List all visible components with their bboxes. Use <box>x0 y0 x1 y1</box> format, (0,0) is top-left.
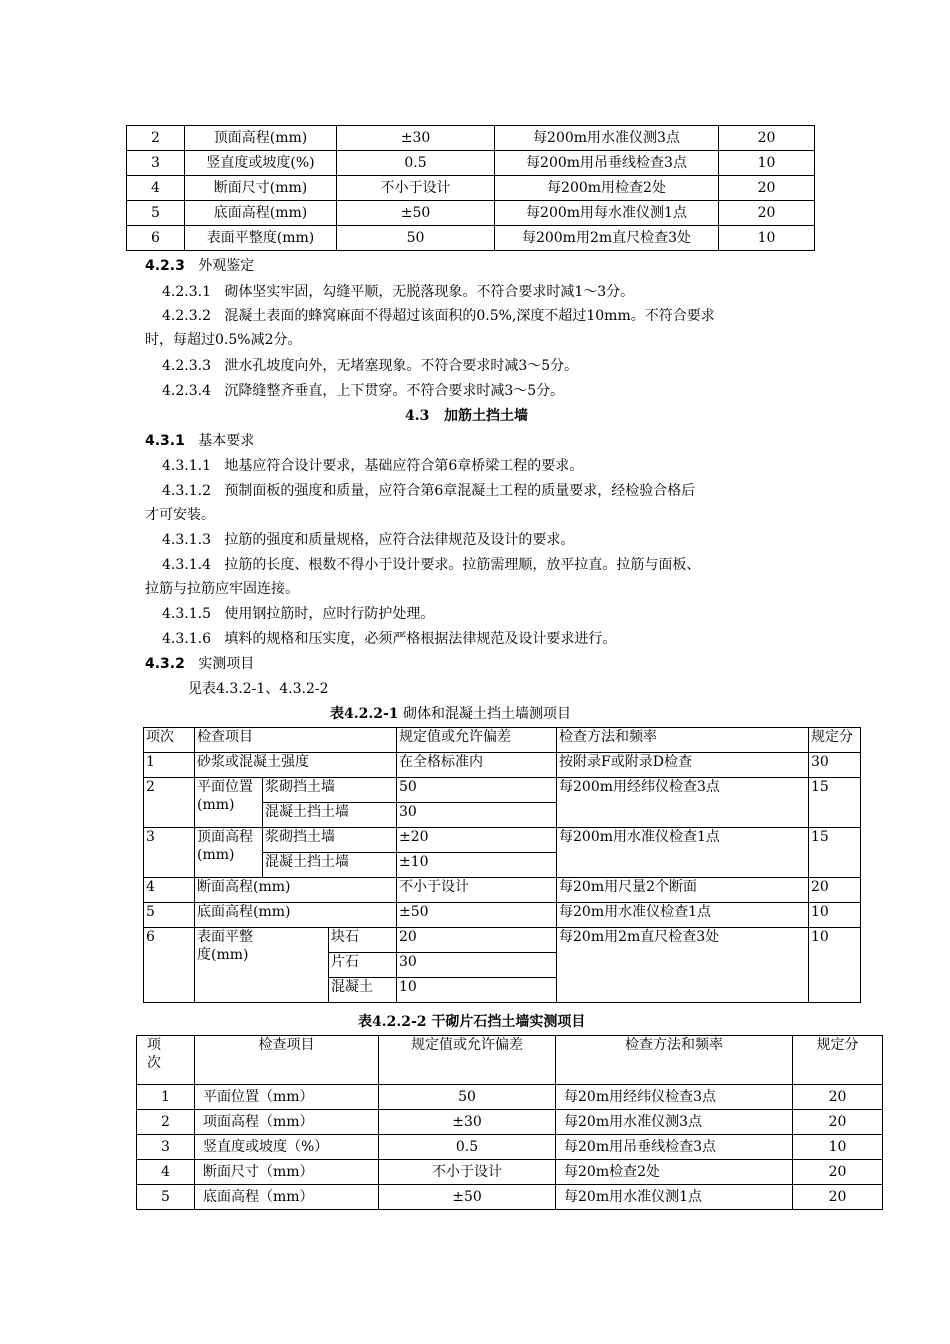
cell: 每200m用每水准仪测1点 <box>495 201 719 226</box>
paragraph <box>162 530 574 550</box>
table-row <box>137 1110 883 1135</box>
cell: 5 <box>144 903 195 928</box>
paragraph <box>162 629 616 649</box>
section-title: 外观鉴定 <box>198 258 255 274</box>
cell: 5 <box>137 1185 195 1210</box>
clause-text: 混凝土表面的蜂窝麻面不得超过该面积的0.5%,深度不超过10mm。不符合要求 <box>224 308 715 324</box>
header-cell: 检查方法和频率 <box>556 1036 793 1085</box>
paragraph <box>162 381 564 401</box>
chapter-heading <box>405 406 528 426</box>
table-row <box>137 1160 883 1185</box>
cell: 断面高程(mm) <box>195 878 397 903</box>
cell: 2 <box>127 126 185 151</box>
table-row <box>127 201 815 226</box>
cell: 3 <box>144 828 195 878</box>
clause-text: 拉筋的强度和质量规格，应符合法律规范及设计的要求。 <box>224 532 575 548</box>
cell: 每200m用水准仪检查1点 <box>557 828 809 878</box>
table-caption <box>330 704 571 724</box>
cell: 平面位置（mm） <box>195 1085 379 1110</box>
cell: 断面尺寸(mm) <box>185 176 337 201</box>
cell: 每200m用2m直尺检查3处 <box>495 226 719 251</box>
cell: 20 <box>719 126 815 151</box>
clause-number: 4.3.1.2 <box>162 483 211 499</box>
clause-number: 4.2.3.4 <box>162 383 211 399</box>
clause-text: 使用钢拉筋时，应时行防护处理。 <box>224 606 435 622</box>
cell: 每20m用2m直尺检查3处 <box>557 928 809 1003</box>
paragraph <box>162 604 434 624</box>
cell-text: 表面平整 <box>197 929 253 945</box>
section-number: 4.3.1 <box>145 433 185 449</box>
cell: 4 <box>144 878 195 903</box>
header-text: 次 <box>147 1055 161 1071</box>
cell: 20 <box>719 201 815 226</box>
cell-text: 顶面高程 <box>197 829 253 845</box>
cell: 每200m用检查2处 <box>495 176 719 201</box>
cell: 每200m用吊垂线检查3点 <box>495 151 719 176</box>
cell: 20 <box>809 878 861 903</box>
measurement-table-2 <box>136 1035 883 1210</box>
cell: 每20m用水准仪测3点 <box>556 1110 793 1135</box>
cell: ±20 <box>397 828 557 853</box>
cell: 30 <box>397 953 557 978</box>
cell: 底面高程（mm） <box>195 1185 379 1210</box>
cell: 50 <box>379 1085 556 1110</box>
cell: 2 <box>144 778 195 828</box>
cell: ±50 <box>379 1185 556 1210</box>
section-heading <box>145 654 254 674</box>
cell: ±30 <box>379 1110 556 1135</box>
header-cell: 检查项目 <box>195 1036 379 1085</box>
section-heading <box>145 431 254 451</box>
table-row <box>137 1135 883 1160</box>
cell: 10 <box>793 1135 883 1160</box>
cell: 每20m用吊垂线检查3点 <box>556 1135 793 1160</box>
paragraph <box>162 356 578 376</box>
cell: 底面高程(mm) <box>185 201 337 226</box>
paragraph-continuation: 时，每超过0.5%减2分。 <box>145 332 302 348</box>
cell: 20 <box>719 176 815 201</box>
cell: 每200m用水准仪测3点 <box>495 126 719 151</box>
cell: 浆砌挡土墙 <box>263 778 397 803</box>
clause-number: 4.3.1.6 <box>162 631 211 647</box>
cell: 0.5 <box>337 151 495 176</box>
cell: 50 <box>397 778 557 803</box>
cell: 6 <box>144 928 195 1003</box>
header-cell: 规定分 <box>793 1036 883 1085</box>
cell: 竖直度或坡度(%) <box>185 151 337 176</box>
chapter-title: 加筋土挡土墙 <box>443 408 528 424</box>
cell: ±10 <box>397 853 557 878</box>
cell: 按附录F或附录D检查 <box>557 753 809 778</box>
clause-number: 4.2.3.3 <box>162 358 211 374</box>
clause-number: 4.2.3.2 <box>162 308 211 324</box>
paragraph <box>162 456 583 476</box>
table-row <box>127 151 815 176</box>
paragraph <box>162 481 695 501</box>
cell: 顶面高程(mm) <box>185 126 337 151</box>
cell: 6 <box>127 226 185 251</box>
clause-text: 预制面板的强度和质量，应符合第6章混凝土工程的质量要求，经检验合格后 <box>224 483 696 499</box>
cell: 在全格标准内 <box>397 753 557 778</box>
cell: 4 <box>127 176 185 201</box>
cell: 每20m用水准仪测1点 <box>556 1185 793 1210</box>
header-cell: 规定分 <box>809 728 861 753</box>
section-number: 4.3.2 <box>145 656 185 672</box>
header-cell <box>137 1036 195 1085</box>
cell: 混凝土挡土墙 <box>263 853 397 878</box>
paragraph <box>162 306 715 326</box>
measurement-table-1 <box>143 727 861 1003</box>
header-cell: 检查方法和频率 <box>557 728 809 753</box>
caption-number: 表4.2.2-1 <box>330 706 399 722</box>
section-title: 基本要求 <box>198 433 255 449</box>
cell: 3 <box>127 151 185 176</box>
table-caption: 表4.2.2-2 干砌片石挡土墙实测项目 <box>358 1014 586 1030</box>
header-cell: 规定值或允许偏差 <box>379 1036 556 1085</box>
cell: 4 <box>137 1160 195 1185</box>
table-row <box>144 878 861 903</box>
cell: 30 <box>397 803 557 828</box>
cell: 20 <box>793 1185 883 1210</box>
paragraph: 见表4.3.2-1、4.3.2-2 <box>188 681 329 697</box>
cell: 浆砌挡土墙 <box>263 828 397 853</box>
paragraph <box>162 555 700 575</box>
cell: 竖直度或坡度（%） <box>195 1135 379 1160</box>
clause-number: 4.2.3.1 <box>162 284 211 300</box>
cell: 项面高程（mm） <box>195 1110 379 1135</box>
cell: 混凝土挡土墙 <box>263 803 397 828</box>
cell: 1 <box>137 1085 195 1110</box>
table-row <box>137 1085 883 1110</box>
cell-text: 平面位置 <box>197 779 253 795</box>
table-row <box>144 778 861 803</box>
cell: 3 <box>137 1135 195 1160</box>
header-cell: 检查项目 <box>195 728 397 753</box>
cell: 每20m用水准仪检查1点 <box>557 903 809 928</box>
section-title: 实测项目 <box>198 656 255 672</box>
cell: 5 <box>127 201 185 226</box>
cell-text: (mm) <box>197 847 235 863</box>
top-table <box>126 125 815 251</box>
table-header-row <box>144 728 861 753</box>
section-heading <box>145 256 254 276</box>
table-row <box>137 1185 883 1210</box>
cell: 20 <box>793 1085 883 1110</box>
cell: 表面平整度(mm) <box>185 226 337 251</box>
paragraph <box>162 282 634 302</box>
cell <box>195 928 329 1003</box>
header-cell: 规定值或允许偏差 <box>397 728 557 753</box>
header-cell: 项次 <box>144 728 195 753</box>
table-header-row <box>137 1036 883 1085</box>
cell: ±50 <box>397 903 557 928</box>
cell: 10 <box>719 151 815 176</box>
cell: 10 <box>397 978 557 1003</box>
table-row <box>127 176 815 201</box>
cell: 10 <box>809 903 861 928</box>
cell: 10 <box>719 226 815 251</box>
cell: 不小于设计 <box>379 1160 556 1185</box>
clause-text: 地基应符合设计要求，基础应符合第6章桥梁工程的要求。 <box>224 458 584 474</box>
cell: 10 <box>809 928 861 1003</box>
table-row <box>127 226 815 251</box>
paragraph-continuation: 拉筋与拉筋应牢固连接。 <box>145 581 299 597</box>
cell: 每20m检查2处 <box>556 1160 793 1185</box>
cell: 每20m用经纬仪检查3点 <box>556 1085 793 1110</box>
cell: 块石 <box>329 928 397 953</box>
cell: 0.5 <box>379 1135 556 1160</box>
cell <box>195 778 263 828</box>
clause-number: 4.3.1.3 <box>162 532 211 548</box>
cell: 底面高程(mm) <box>195 903 397 928</box>
cell: 每20m用尺量2个断面 <box>557 878 809 903</box>
clause-text: 填料的规格和压实度，必须严格根据法律规范及设计要求进行。 <box>224 631 617 647</box>
cell: 不小于设计 <box>337 176 495 201</box>
cell: 20 <box>793 1110 883 1135</box>
cell: 不小于设计 <box>397 878 557 903</box>
cell: 15 <box>809 828 861 878</box>
cell: 50 <box>337 226 495 251</box>
cell: 片石 <box>329 953 397 978</box>
cell-text: (mm) <box>197 797 235 813</box>
caption-text: 砌体和混凝土挡土墙测项目 <box>402 706 571 722</box>
table-row <box>144 753 861 778</box>
cell: ±30 <box>337 126 495 151</box>
cell: 2 <box>137 1110 195 1135</box>
table-row <box>144 828 861 853</box>
chapter-number: 4.3 <box>405 408 430 424</box>
clause-text: 泄水孔坡度向外，无堵塞现象。不符合要求时减3～5分。 <box>224 358 579 374</box>
cell <box>195 828 263 878</box>
cell: 每200m用经纬仪检查3点 <box>557 778 809 828</box>
table-row <box>144 928 861 953</box>
cell: ±50 <box>337 201 495 226</box>
clause-text: 拉筋的长度、根数不得小于设计要求。拉筋需理顺，放平拉直。拉筋与面板、 <box>224 557 701 573</box>
cell: 混凝土 <box>329 978 397 1003</box>
cell: 断面尺寸（mm） <box>195 1160 379 1185</box>
clause-number: 4.3.1.4 <box>162 557 211 573</box>
cell: 20 <box>397 928 557 953</box>
clause-number: 4.3.1.5 <box>162 606 211 622</box>
cell: 30 <box>809 753 861 778</box>
clause-text: 沉降缝整齐垂直，上下贯穿。不符合要求时减3～5分。 <box>224 383 565 399</box>
cell-text: 度(mm) <box>197 947 249 963</box>
section-number: 4.2.3 <box>145 258 185 274</box>
table-row <box>144 903 861 928</box>
cell: 15 <box>809 778 861 828</box>
clause-text: 砌体坚实牢固，勾缝平顺，无脱落现象。不符合要求时减1～3分。 <box>224 284 635 300</box>
cell: 1 <box>144 753 195 778</box>
clause-number: 4.3.1.1 <box>162 458 211 474</box>
paragraph-continuation: 才可安装。 <box>145 507 215 523</box>
cell: 砂浆或混凝土强度 <box>195 753 397 778</box>
table-row <box>127 126 815 151</box>
header-text: 项 <box>147 1037 161 1053</box>
cell: 20 <box>793 1160 883 1185</box>
